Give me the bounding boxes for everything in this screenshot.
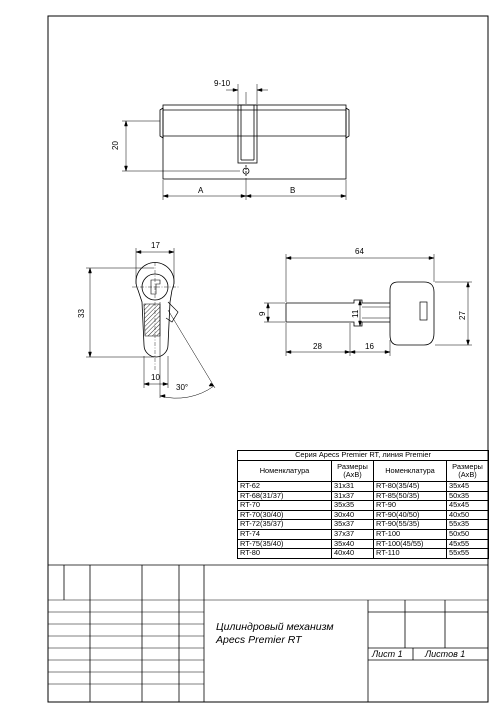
table-cell: 45x55 <box>447 539 489 549</box>
dim-height-33-label: 33 <box>77 309 86 318</box>
table-cell: 50x50 <box>447 529 489 539</box>
spec-table <box>237 450 489 559</box>
table-cell: 50x35 <box>447 491 489 501</box>
dim-gap <box>226 84 268 104</box>
dim-width-10-label: 10 <box>151 373 160 382</box>
dim-a-label: A <box>198 186 204 195</box>
col-name-right: Номенклатура <box>374 461 447 482</box>
table-cell: RT-80 <box>238 549 332 559</box>
table-cell: 40x40 <box>332 549 374 559</box>
table-cell: 35x37 <box>332 520 374 530</box>
dim-key-length-label: 64 <box>355 247 364 256</box>
table-row <box>238 510 489 520</box>
dim-width-17-label: 17 <box>151 241 160 250</box>
table-cell: RT-68(31/37) <box>238 491 332 501</box>
table-row <box>238 529 489 539</box>
table-cell: RT-70(30/40) <box>238 510 332 520</box>
table-cell: 31x37 <box>332 491 374 501</box>
table-cell: 31x31 <box>332 482 374 492</box>
dim-blade-length <box>286 323 390 356</box>
col-name-left: Номенклатура <box>238 461 332 482</box>
table-cell: RT-75(35/40) <box>238 539 332 549</box>
dim-width-10 <box>144 356 168 388</box>
table-cell: RT-100 <box>374 529 447 539</box>
dim-head-height-label: 27 <box>458 311 467 320</box>
table-cell: RT-70 <box>238 501 332 511</box>
dim-height-label: 20 <box>111 141 120 150</box>
table-cell: RT-100(45/55) <box>374 539 447 549</box>
dim-blade-width <box>264 303 285 322</box>
dim-blade-length-label: 28 <box>313 342 322 351</box>
table-row <box>238 539 489 549</box>
table-cell: RT-74 <box>238 529 332 539</box>
sheet-frame <box>48 16 488 702</box>
table-cell: 55x55 <box>447 549 489 559</box>
table-cell: 35x35 <box>332 501 374 511</box>
table-cell: RT-72(35/37) <box>238 520 332 530</box>
dim-blade-width-label: 9 <box>258 311 267 316</box>
table-row <box>238 482 489 492</box>
title-line-2: Apecs Premier RT <box>216 634 302 646</box>
table-cell: RT-85(50/35) <box>374 491 447 501</box>
sheet-number: Лист 1 <box>372 649 403 659</box>
dim-height <box>122 121 240 171</box>
hatched-section <box>144 304 160 336</box>
spec-table-body <box>238 482 489 559</box>
table-cell: RT-90(40/50) <box>374 510 447 520</box>
dim-collar-label: 16 <box>365 342 374 351</box>
dim-key-length <box>286 254 434 302</box>
title-line-1: Цилиндровый механизм <box>216 621 334 633</box>
cylinder-front-view <box>160 92 349 179</box>
table-row <box>238 520 489 530</box>
table-cell: RT-90 <box>374 501 447 511</box>
sheets-total: Листов 1 <box>425 649 466 659</box>
table-cell: 37x37 <box>332 529 374 539</box>
table-cell: 55x35 <box>447 520 489 530</box>
dim-b-label: B <box>290 186 296 195</box>
dim-a-b <box>163 178 346 200</box>
table-cell: 45x45 <box>447 501 489 511</box>
table-cell: 35x45 <box>447 482 489 492</box>
table-cell: RT-62 <box>238 482 332 492</box>
table-cell: 30x40 <box>332 510 374 520</box>
table-cell: RT-90(55/35) <box>374 520 447 530</box>
dim-gap-label: 9-10 <box>214 79 231 88</box>
col-size-left: Размеры (AxB) <box>332 461 374 482</box>
table-row <box>238 501 489 511</box>
table-cell: RT-80(35/45) <box>374 482 447 492</box>
table-cell: RT-110 <box>374 549 447 559</box>
dim-angle-label: 30° <box>176 383 189 392</box>
table-row <box>238 491 489 501</box>
spec-table-title: Серия Apecs Premier RT, линия Premier <box>238 451 489 461</box>
col-size-right: Размеры (AxB) <box>447 461 489 482</box>
dim-head-neck-label: 11 <box>351 309 360 318</box>
table-row <box>238 549 489 559</box>
table-cell: 40x50 <box>447 510 489 520</box>
table-cell: 35x40 <box>332 539 374 549</box>
